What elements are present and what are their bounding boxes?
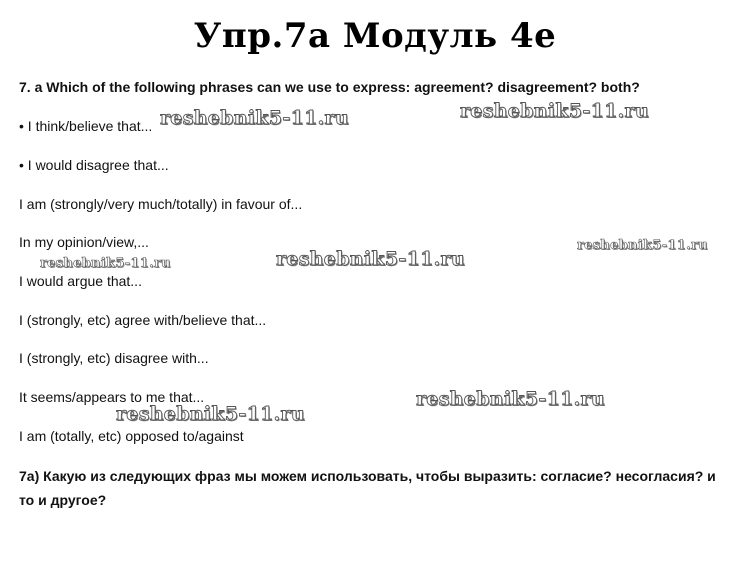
watermark: reshebnik5-11.ru (276, 248, 465, 270)
phrase-item: I (strongly, etc) agree with/believe that... (19, 312, 267, 328)
phrase-item: It seems/appears to me that... (19, 389, 205, 405)
phrase-item: I am (strongly/very much/totally) in favour of... (19, 196, 303, 212)
watermark: reshebnik5-11.ru (40, 256, 171, 271)
exercise-question: 7. a Which of the following phrases can we use to express: agreement? disagreement? both? (19, 79, 640, 95)
watermark: reshebnik5-11.ru (116, 403, 305, 425)
phrase-item: I would argue that... (19, 273, 142, 289)
watermark: reshebnik5-11.ru (577, 238, 708, 253)
phrase-item: • I think/believe that... (19, 118, 153, 134)
russian-translation: 7а) Какую из следующих фраз мы можем использовать, чтобы выразить: согласие? несогласия? и то и другое? (19, 468, 716, 508)
watermark: reshebnik5-11.ru (160, 107, 349, 129)
phrase-item: I am (totally, etc) opposed to/against (19, 428, 244, 444)
watermark: reshebnik5-11.ru (416, 388, 605, 410)
phrase-item: In my opinion/view,... (19, 234, 149, 250)
page-title: Упр.7а Модуль 4е (193, 16, 557, 56)
watermark: reshebnik5-11.ru (460, 100, 649, 122)
phrase-item: I (strongly, etc) disagree with... (19, 350, 209, 366)
phrase-item: • I would disagree that... (19, 157, 169, 173)
